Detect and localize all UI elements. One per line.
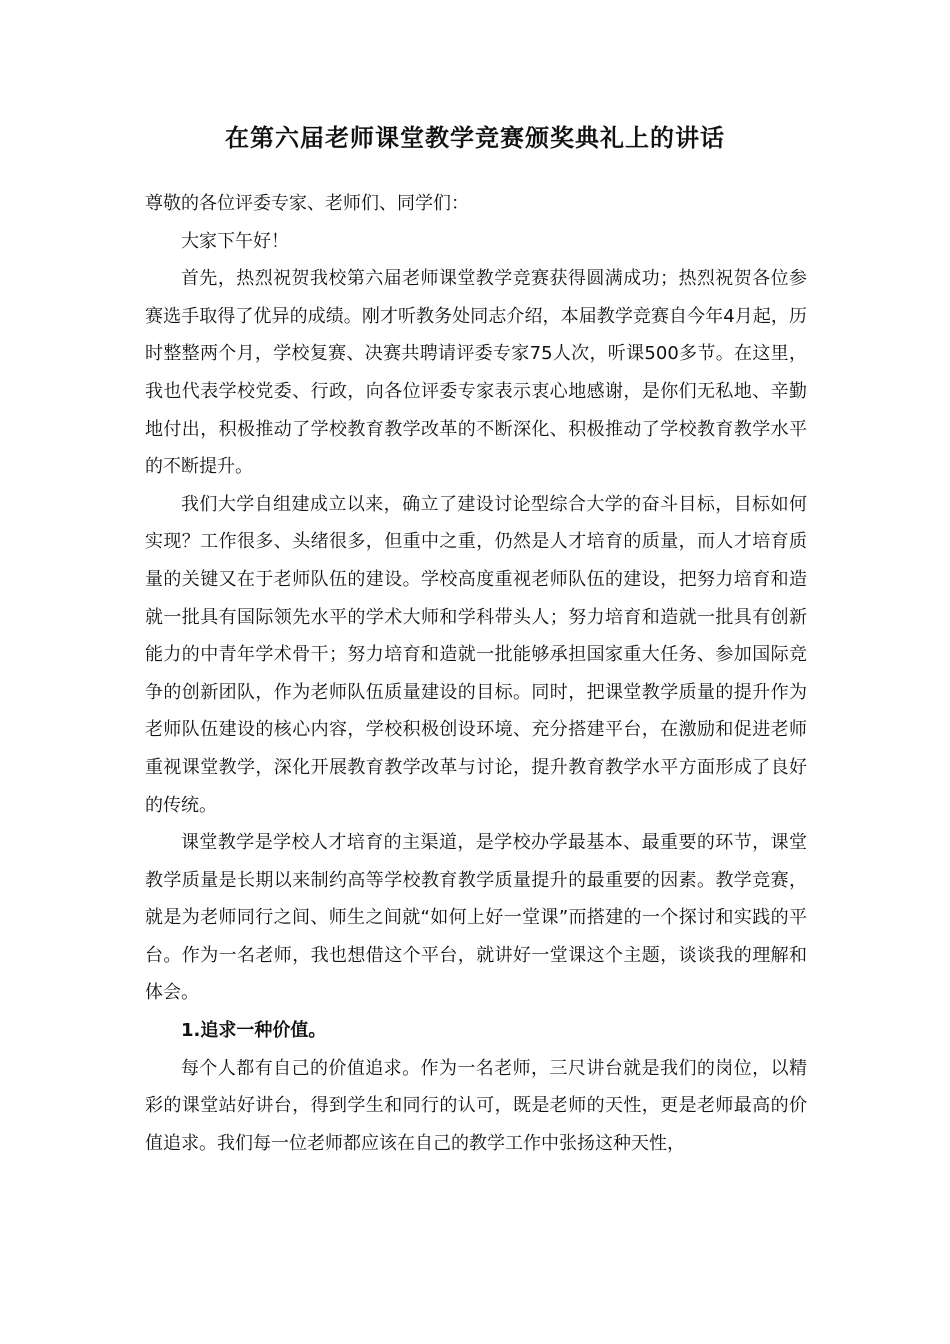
section-heading: 1.追求一种价值。 [181, 1020, 327, 1042]
paragraph-congratulations: 首先，热烈祝贺我校第六届老师课堂教学竞赛获得圆满成功；热烈祝贺各位参赛选手取得了优异的成绩。刚才听教务处同志介绍，本届教学竞赛自今年4月起，历时整整两个月，学校复赛、决赛共聘请评委专家75人次，听课500多节。在这里，我也代表学校党委、行政，向各位评委专家表示衷心地感谢，是你们无私地、辛勤地付出，积极推动了学校教育教学改革的不断深化、积极推动了学校教育教学水平的不断提升。 [145, 268, 807, 478]
greeting: 大家下午好！ [181, 230, 289, 252]
paragraph-classroom-teaching: 课堂教学是学校人才培育的主渠道，是学校办学最基本、最重要的环节，课堂教学质量是长期以来制约高等学校教育教学质量提升的最重要的因素。教学竞赛，就是为老师同行之间、师生之间就“如何上好一堂课”而搭建的一个探讨和实践的平台。作为一名老师，我也想借这个平台，就讲好一堂课这个主题，谈谈我的理解和体会。 [145, 832, 807, 1004]
document-title: 在第六届老师课堂教学竞赛颁奖典礼上的讲话 [225, 123, 725, 152]
section-paragraph: 每个人都有自己的价值追求。作为一名老师，三尺讲台就是我们的岗位，以精彩的课堂站好讲台，得到学生和同行的认可，既是老师的天性，更是老师最高的价值追求。我们每一位老师都应该在自己的教学工作中张扬这种天性， [145, 1057, 807, 1154]
salutation: 尊敬的各位评委专家、老师们、同学们： [145, 193, 469, 214]
paragraph-teacher-team: 我们大学自组建成立以来，确立了建设讨论型综合大学的奋斗目标，目标如何实现？工作很多、头绪很多，但重中之重，仍然是人才培育的质量，而人才培育质量的关键又在于老师队伍的建设。学校高度重视老师队伍的建设，把努力培育和造就一批具有国际领先水平的学术大师和学科带头人；努力培育和造就一批具有创新能力的中青年学术骨干；努力培育和造就一批能够承担国家重大任务、参加国际竞争的创新团队，作为老师队伍质量建设的目标。同时，把课堂教学质量的提升作为老师队伍建设的核心内容，学校积极创设环境、充分搭建平台，在激励和促进老师重视课堂教学，深化开展教育教学改革与讨论，提升教育教学水平方面形成了良好的传统。 [145, 493, 807, 816]
document-body [145, 185, 807, 1162]
